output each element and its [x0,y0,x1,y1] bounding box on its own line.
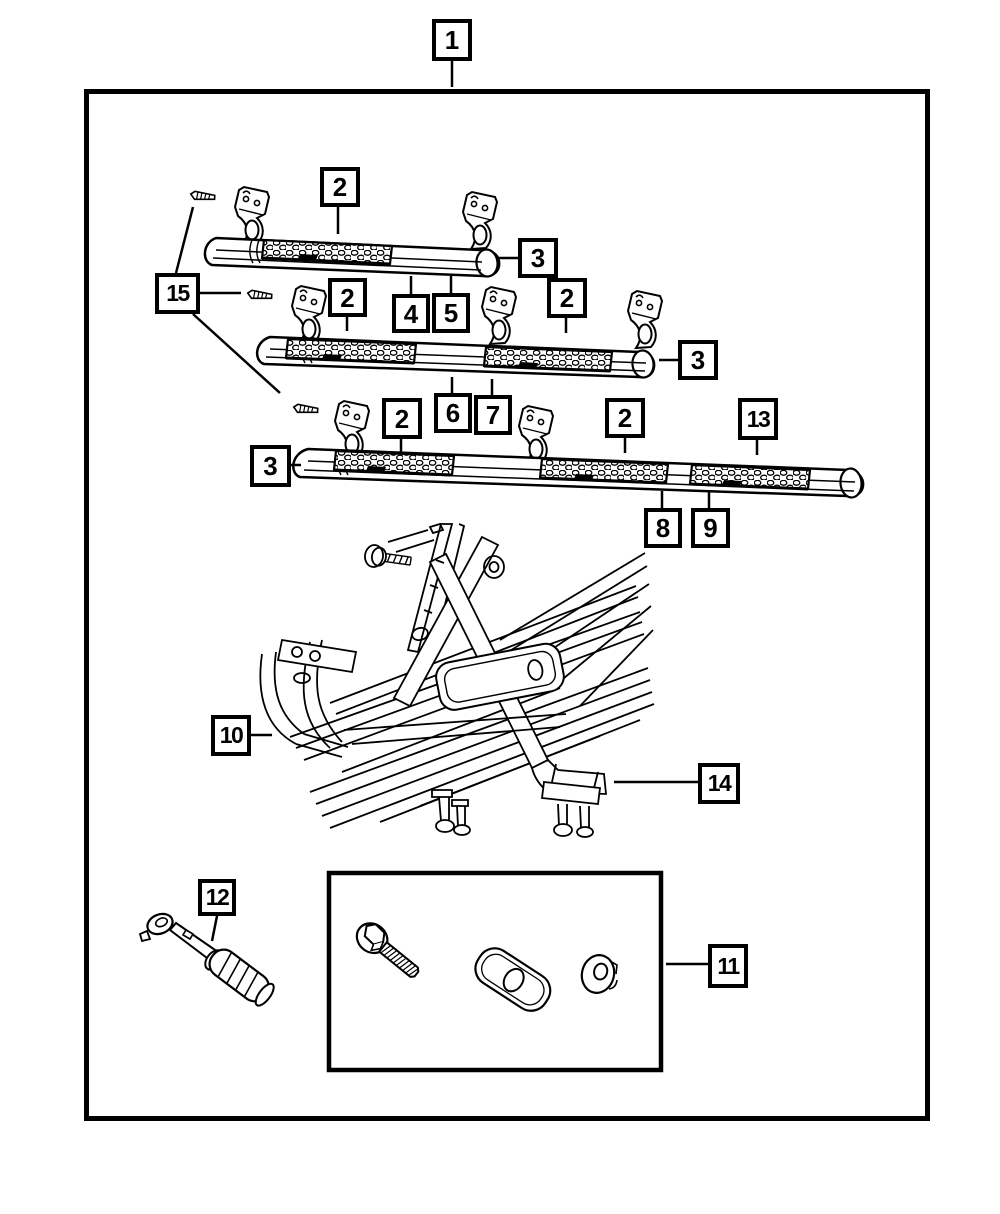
callout-14[interactable]: 14 [698,763,740,804]
callout-3[interactable]: 3 [250,445,291,487]
callout-7[interactable]: 7 [474,395,512,435]
callout-2[interactable]: 2 [547,278,587,318]
callout-15[interactable]: 15 [155,273,200,314]
callout-13[interactable]: 13 [738,398,778,440]
callout-3[interactable]: 3 [678,340,718,380]
callout-4[interactable]: 4 [392,294,430,333]
callout-9[interactable]: 9 [691,508,730,548]
callout-2[interactable]: 2 [382,398,422,439]
callout-2[interactable]: 2 [328,278,367,317]
callout-3[interactable]: 3 [518,238,558,278]
callout-6[interactable]: 6 [434,393,472,433]
callout-1[interactable]: 1 [432,19,472,61]
callout-10[interactable]: 10 [211,715,251,756]
callout-5[interactable]: 5 [432,293,470,333]
callout-2[interactable]: 2 [605,398,645,438]
callout-2[interactable]: 2 [320,167,360,207]
callout-11[interactable]: 11 [708,944,748,988]
callout-8[interactable]: 8 [644,508,682,548]
callout-12[interactable]: 12 [198,879,236,916]
